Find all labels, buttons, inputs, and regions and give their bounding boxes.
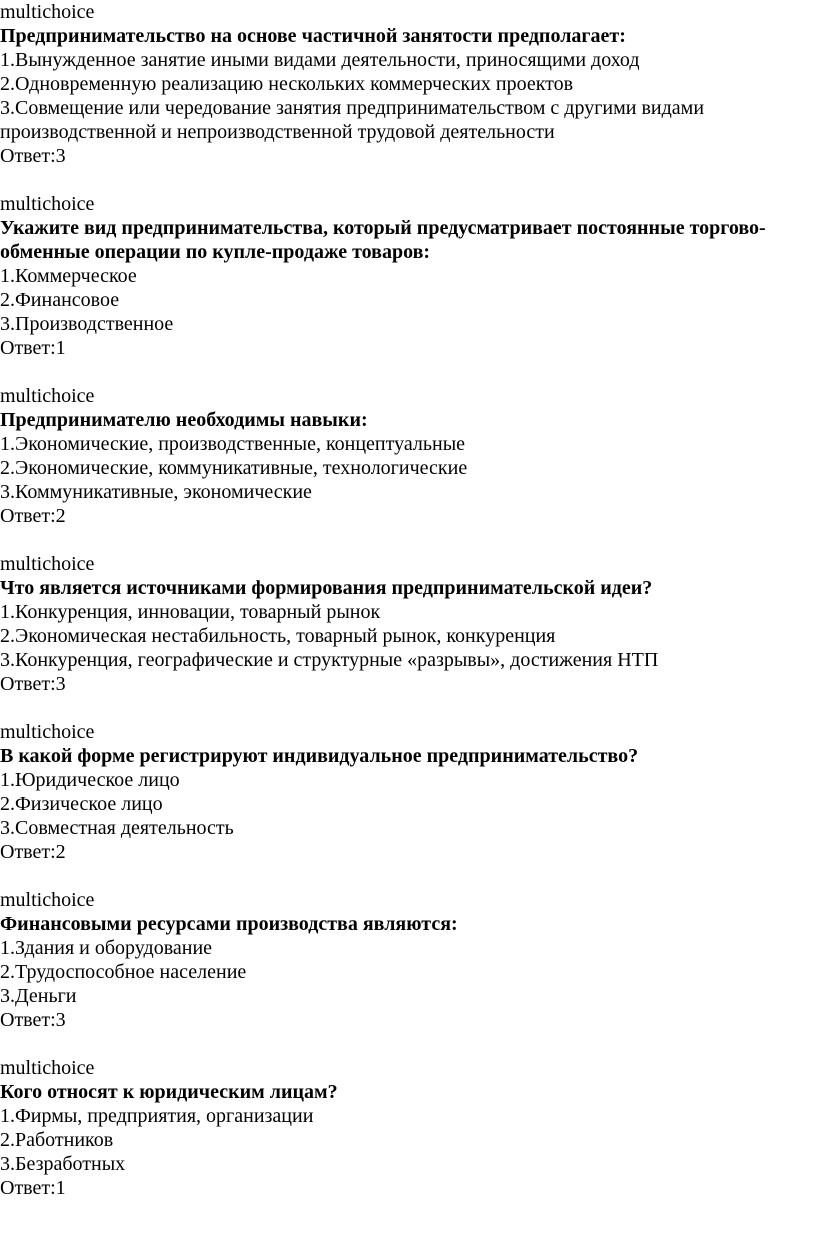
question-block [0, 192, 816, 360]
question-text: В какой форме регистрируют индивидуальное предпринимательство? [0, 745, 639, 767]
answer-option: 2.Одновременную реализацию нескольких коммерческих проектов [0, 73, 574, 95]
question-type: multichoice [0, 553, 95, 575]
answer-option: 2.Финансовое [0, 289, 120, 311]
answer-option: 1.Юридическое лицо [0, 769, 180, 791]
question-block [0, 888, 816, 1032]
correct-answer: Ответ:1 [0, 337, 66, 359]
answer-option: 3.Конкуренция, географические и структурные «разрывы», достижения НТП [0, 649, 659, 671]
correct-answer: Ответ:2 [0, 505, 66, 527]
question-text: Что является источниками формирования предпринимательской идеи? [0, 577, 653, 599]
question-type: multichoice [0, 889, 95, 911]
question-block [0, 384, 816, 528]
question-text: Предпринимателю необходимы навыки: [0, 409, 368, 431]
answer-option: 1.Фирмы, предприятия, организации [0, 1105, 314, 1127]
question-text: Укажите вид предпринимательства, который предусматривает постоянные торгово-обменные операции по купле-продаже товаров: [0, 217, 766, 263]
answer-option: 1.Конкуренция, инновации, товарный рынок [0, 601, 381, 623]
question-text: Финансовыми ресурсами производства являются: [0, 913, 458, 935]
answer-option: 1.Вынужденное занятие иными видами деятельности, приносящими доход [0, 49, 640, 71]
correct-answer: Ответ:1 [0, 1177, 66, 1199]
answer-option: 2.Экономические, коммуникативные, технологические [0, 457, 468, 479]
question-text: Кого относят к юридическим лицам? [0, 1081, 338, 1103]
question-block [0, 552, 816, 696]
correct-answer: Ответ:3 [0, 1009, 66, 1031]
question-text: Предпринимательство на основе частичной занятости предполагает: [0, 25, 626, 47]
answer-option: 3.Безработных [0, 1153, 126, 1175]
answer-option: 2.Трудоспособное население [0, 961, 247, 983]
answer-option: 3.Совместная деятельность [0, 817, 234, 839]
question-type: multichoice [0, 193, 95, 215]
answer-option: 1.Здания и оборудование [0, 937, 213, 959]
answer-option: 3.Совмещение или чередование занятия предпринимательством с другими видами производственной и непроизводственной трудовой деятельности [0, 97, 705, 143]
answer-option: 2.Экономическая нестабильность, товарный рынок, конкуренция [0, 625, 556, 647]
answer-option: 2.Работников [0, 1129, 114, 1151]
question-block [0, 1056, 816, 1200]
question-type: multichoice [0, 385, 95, 407]
question-block [0, 720, 816, 864]
answer-option: 1.Экономические, производственные, концептуальные [0, 433, 466, 455]
answer-option: 3.Производственное [0, 313, 174, 335]
answer-option: 3.Деньги [0, 985, 77, 1007]
correct-answer: Ответ:3 [0, 673, 66, 695]
answer-option: 3.Коммуникативные, экономические [0, 481, 312, 503]
question-type: multichoice [0, 1, 95, 23]
answer-option: 2.Физическое лицо [0, 793, 163, 815]
correct-answer: Ответ:2 [0, 841, 66, 863]
question-type: multichoice [0, 1057, 95, 1079]
answer-option: 1.Коммерческое [0, 265, 137, 287]
question-type: multichoice [0, 721, 95, 743]
question-block [0, 0, 816, 168]
correct-answer: Ответ:3 [0, 145, 66, 167]
